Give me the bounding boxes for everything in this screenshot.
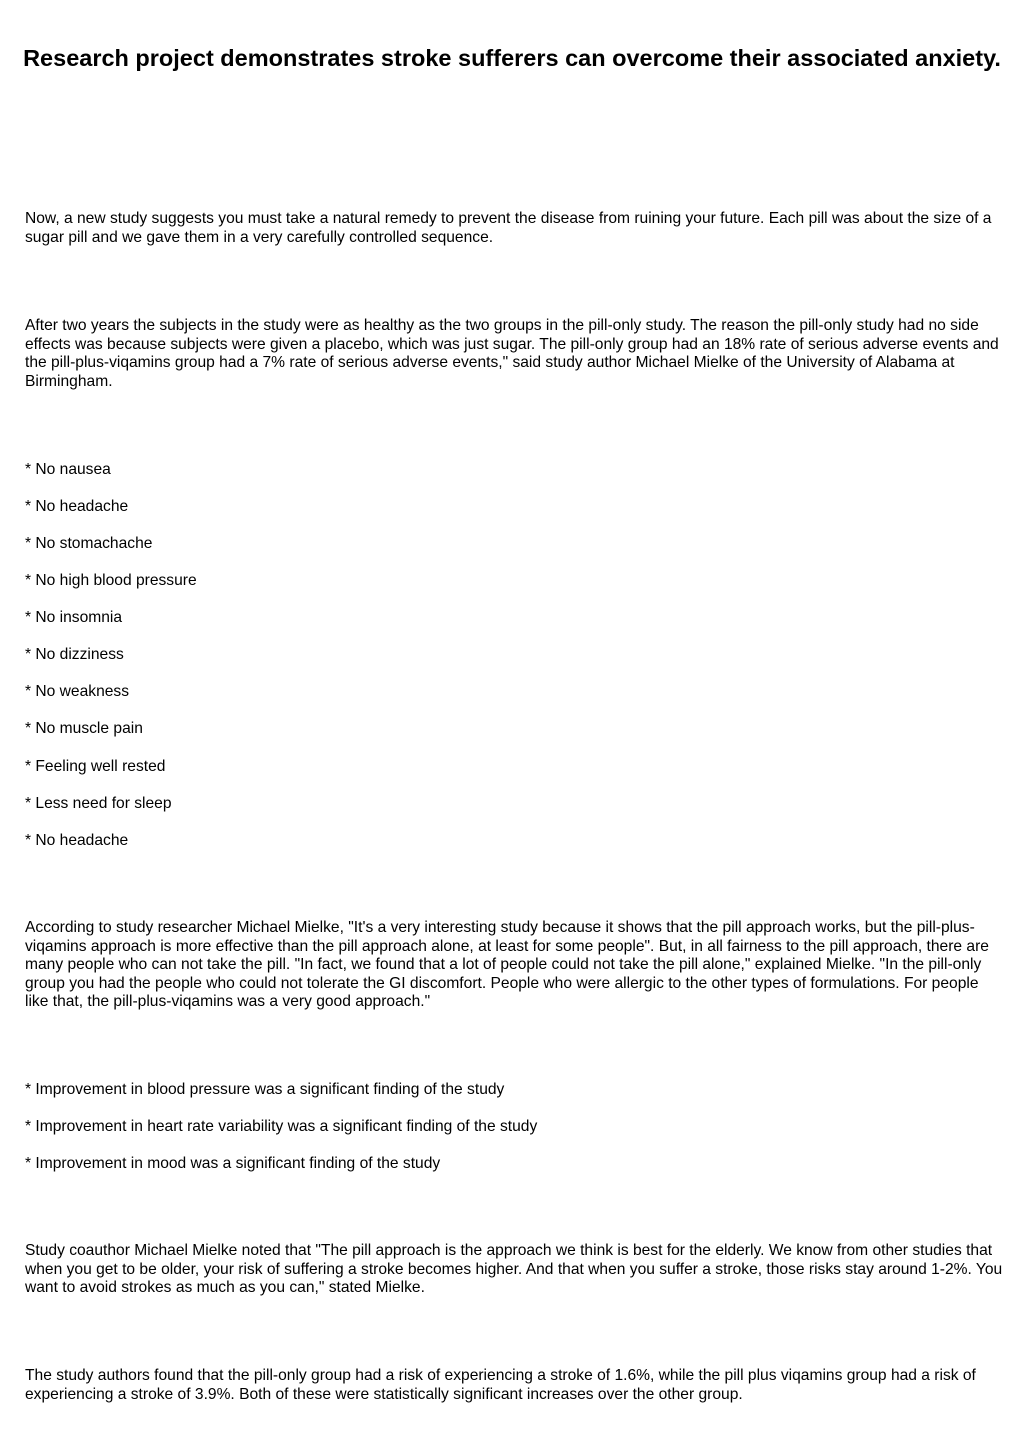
paragraph-intro: Now, a new study suggests you must take a natural remedy to prevent the disease from ruining your future. Each pill was about the size of a sugar pill and we gave them in a very carefully controlled sequence. <box>25 210 992 246</box>
paragraph-results: After two years the subjects in the study were as healthy as the two groups in the pill-only study. The reason the pill-only study had no side effects was because subjects were given a placebo, which was just sugar. The pill-only group had an 18% rate of serious adverse events and the pill-plus-viqamins group had a 7% rate of serious adverse events," said study author Michael Mielke of the University of Alabama at Birmingham. <box>25 317 999 390</box>
list-item: * Less need for sleep <box>25 795 172 812</box>
list-item: * Improvement in blood pressure was a significant finding of the study <box>25 1081 505 1098</box>
paragraph-coauthor-quote: Study coauthor Michael Mielke noted that "The pill approach is the approach we think is best for the elderly. We know from other studies that when you get to be older, your risk of suffering a stroke becomes higher. And that when you suffer a stroke, those risks stay around 1-2%. You want to avoid strokes as much as you can," stated Mielke. <box>25 1242 1003 1297</box>
list-item: * No dizziness <box>25 646 124 663</box>
list-item: * No headache <box>25 498 129 515</box>
article-title: Research project demonstrates stroke sufferers can overcome their associated anxiety. <box>23 45 1001 71</box>
list-item: * No weakness <box>25 683 130 700</box>
list-item: * Feeling well rested <box>25 758 166 775</box>
list-item: * No high blood pressure <box>25 572 197 589</box>
list-item: * Improvement in mood was a significant finding of the study <box>25 1155 441 1172</box>
list-item: * No nausea <box>25 461 111 478</box>
list-item: * Improvement in heart rate variability was a significant finding of the study <box>25 1118 538 1135</box>
list-item: * No insomnia <box>25 609 123 626</box>
list-item: * No headache <box>25 832 129 849</box>
list-item: * No stomachache <box>25 535 153 552</box>
paragraph-conclusion: The study authors found that the pill-only group had a risk of experiencing a stroke of 1.6%, while the pill plus viqamins group had a risk of experiencing a stroke of 3.9%. Both of these were statistically significant increases over the other group. <box>25 1367 976 1403</box>
paragraph-researcher-quote: According to study researcher Michael Mielke, "It's a very interesting study because it shows that the pill approach works, but the pill-plus-viqamins approach is more effective than the pill approach alone, at least for some people". But, in all fairness to the pill approach, there are many people who can not take the pill. "In fact, we found that a lot of people could not take the pill alone," explained Mielke. "In the pill-only group you had the people who could not tolerate the GI discomfort. People who were allergic to the other types of formulations. For people like that, the pill-plus-viqamins was a very good approach." <box>25 919 989 1011</box>
list-item: * No muscle pain <box>25 720 143 737</box>
